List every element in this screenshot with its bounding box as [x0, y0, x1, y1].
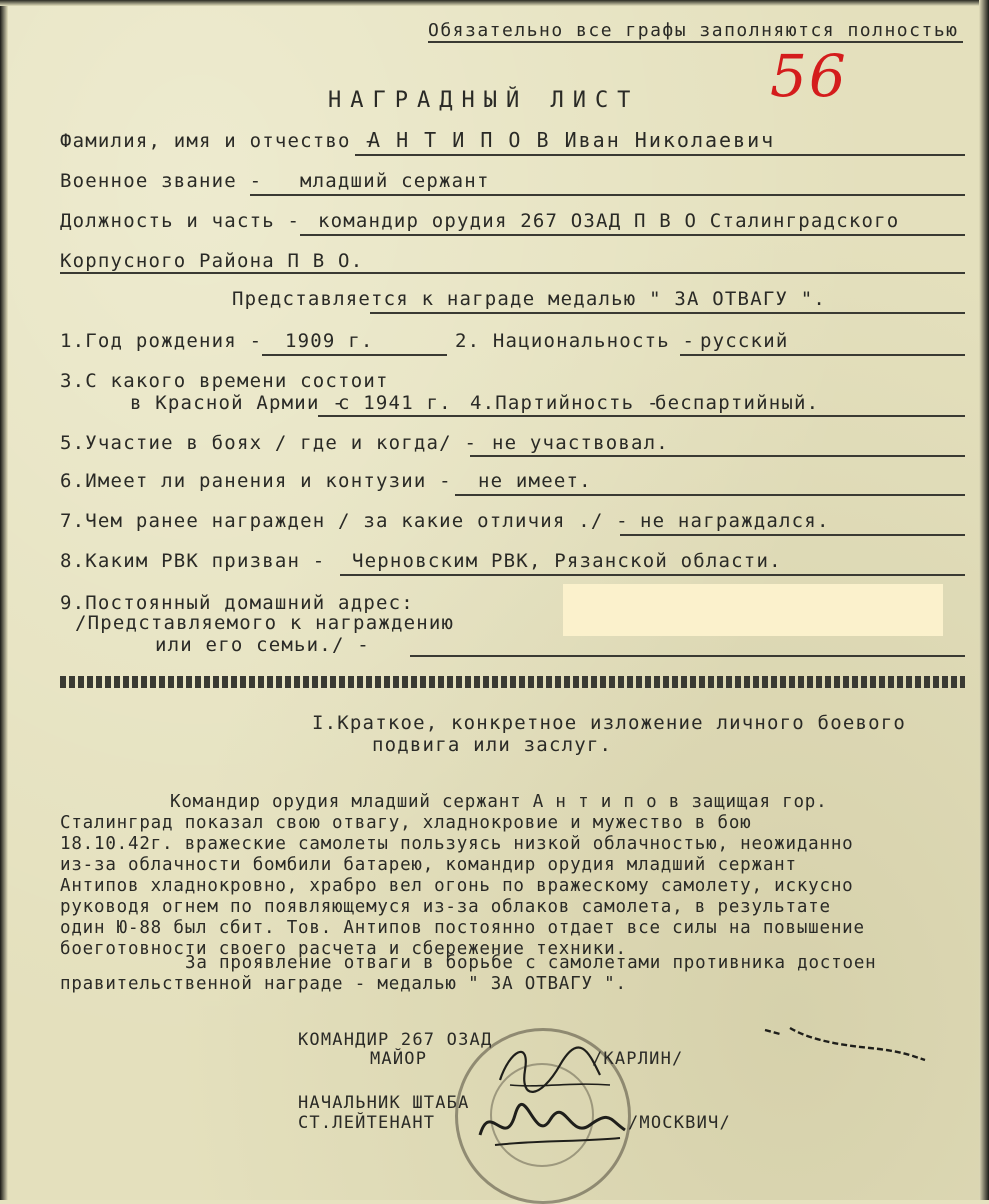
position-value-cont: Корпусного Района П В О. — [60, 250, 364, 272]
awards-label: 7.Чем ранее награжден / за какие отличия ./ - — [60, 510, 629, 532]
draft-office-value: Черновским РВК, Рязанской области. — [352, 550, 782, 572]
presented-rule — [370, 312, 965, 314]
address-rule — [410, 655, 965, 657]
rank-value: младший сержант — [300, 170, 490, 192]
wounds-label: 6.Имеет ли ранения и контузии - — [60, 470, 452, 492]
scan-edge-left — [0, 0, 8, 1200]
combat-value: не участвовал. — [492, 432, 669, 454]
name-label: Фамилия, имя и отчество - — [60, 130, 376, 152]
birth-year-rule — [262, 354, 447, 356]
position-value: командир орудия 267 ОЗАД П В О Сталинградского — [318, 210, 900, 232]
awards-value: не награждался. — [640, 510, 830, 532]
pencil-note-scribble — [760, 1020, 930, 1070]
address-redaction — [563, 584, 943, 636]
commander-name: /КАРЛИН/ — [592, 1049, 684, 1069]
section-heading-line-1: I.Краткое, конкретное изложение личного боевого — [312, 712, 907, 734]
body-line: Сталинград показал свою отвагу, хладнокровие и мужество в бою — [60, 813, 752, 833]
address-label: 9.Постоянный домашний адрес: — [60, 592, 414, 614]
nationality-rule — [680, 354, 965, 356]
scan-edge-right — [979, 0, 989, 1200]
draft-office-label: 8.Каким РВК призван - — [60, 550, 326, 572]
service-since-label: 3.С какого времени состоит — [60, 370, 389, 392]
commander-rank: МАЙОР — [370, 1049, 428, 1069]
chief-of-staff-signature — [470, 1090, 630, 1160]
body-line: 18.10.42г. вражеские самолеты пользуясь низкой облачностью, неожиданно — [60, 834, 854, 854]
combat-label: 5.Участие в боях / где и когда/ - — [60, 432, 478, 454]
service-since-label-cont: в Красной Армии - — [130, 392, 345, 414]
party-label: 4.Партийность - — [470, 392, 660, 414]
address-label-2: /Представляемого к награждению — [75, 612, 455, 634]
body-line: Командир орудия младший сержант А н т и п о в защищая гор. — [170, 792, 828, 812]
section-divider — [60, 676, 965, 688]
body-line: из-за облачности бомбили батарею, командир орудия младший сержант — [60, 855, 797, 875]
section-heading-line-2: подвига или заслуг. — [372, 734, 613, 756]
presented-line: Представляется к награде медалью " ЗА ОТВАГУ ". — [232, 288, 827, 310]
header-note: Обязательно все графы заполняются полностью — [428, 20, 963, 43]
awards-rule — [620, 534, 965, 536]
rank-rule — [250, 194, 965, 196]
chief-of-staff-rank: СТ.ЛЕЙТЕНАНТ — [298, 1113, 436, 1133]
party-value: беспартийный. — [655, 392, 820, 414]
draft-office-rule — [340, 574, 965, 576]
page-title: НАГРАДНЫЙ ЛИСТ — [328, 88, 640, 113]
position-cont-rule — [60, 272, 965, 274]
nationality-value: русский — [700, 330, 789, 352]
body-line: боеготовности своего расчета и сбережение техники. — [60, 939, 627, 959]
position-label: Должность и часть - — [60, 210, 301, 232]
name-rule — [355, 154, 965, 156]
body-line: правительственной награде - медалью " ЗА ОТВАГУ ". — [60, 974, 627, 994]
wounds-value: не имеет. — [478, 470, 592, 492]
body-line: За проявление отваги в борьбе с самолетами противника достоен — [185, 953, 877, 973]
chief-of-staff-title: НАЧАЛЬНИК ШТАБА — [298, 1093, 470, 1113]
chief-of-staff-name: /МОСКВИЧ/ — [628, 1113, 731, 1133]
birth-year-label: 1.Год рождения - — [60, 330, 263, 352]
birth-year-value: 1909 г. — [285, 330, 374, 352]
service-party-rule — [318, 415, 965, 417]
body-line: руководя огнем по появляющемуся из-за облаков самолета, в результате — [60, 897, 831, 917]
position-rule — [300, 234, 965, 236]
name-value: А Н Т И П О В Иван Николаевич — [368, 128, 776, 152]
page-number: 56 — [770, 42, 848, 110]
scan-edge-top — [0, 0, 989, 6]
body-line: Антипов хладнокровно, храбро вел огонь по вражескому самолету, искусно — [60, 876, 854, 896]
address-label-3: или его семьи./ - — [155, 634, 370, 656]
commander-title: КОМАНДИР 267 ОЗАД — [298, 1030, 493, 1050]
wounds-rule — [455, 494, 965, 496]
service-since-value: с 1941 г. — [338, 392, 452, 414]
body-line: один Ю-88 был сбит. Тов. Антипов постоянно отдает все силы на повышение — [60, 918, 865, 938]
rank-label: Военное звание - — [60, 170, 263, 192]
combat-rule — [470, 455, 965, 457]
nationality-label: 2. Национальность - — [455, 330, 696, 352]
